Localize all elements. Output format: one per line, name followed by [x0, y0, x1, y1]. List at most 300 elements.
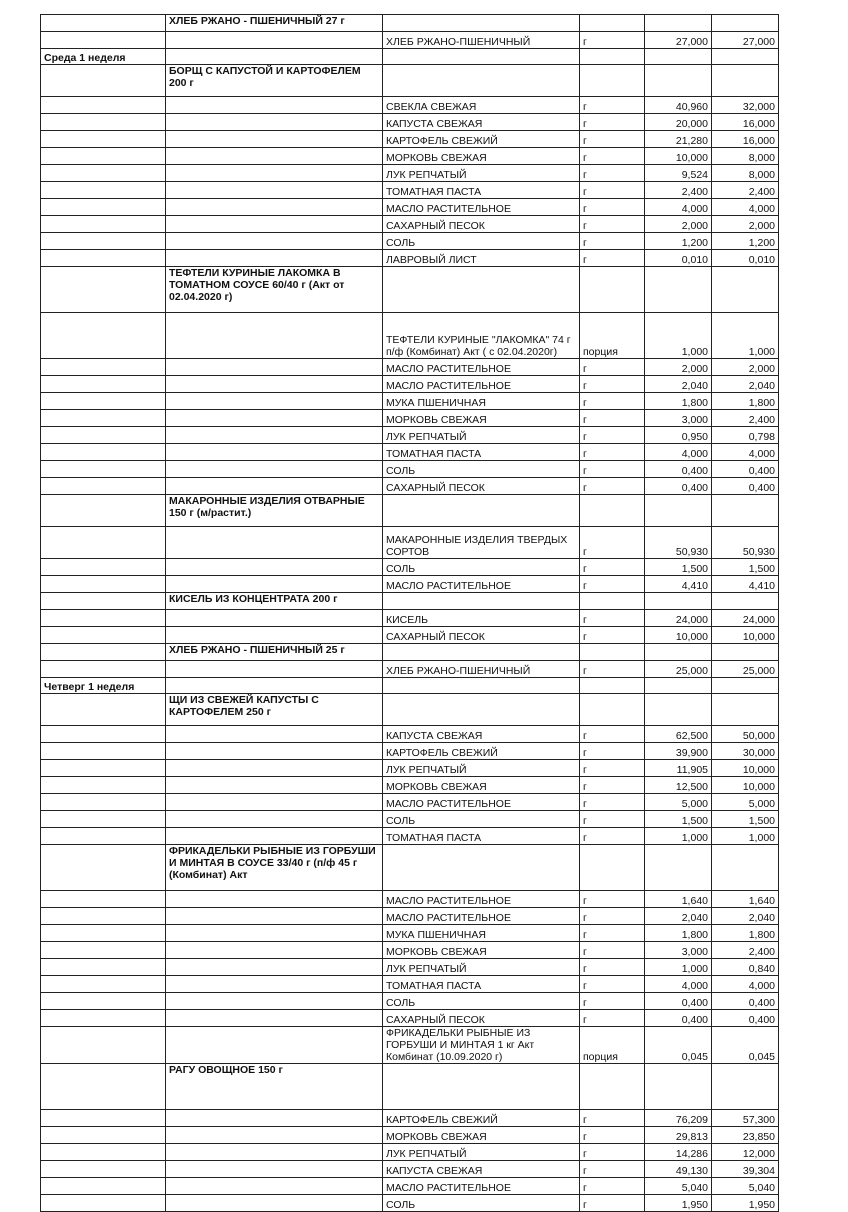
unit-cell: г: [580, 97, 645, 114]
dish-cell: [166, 313, 383, 359]
dish-row: [41, 65, 779, 97]
unit-cell: г: [580, 1010, 645, 1027]
netto-cell: 10,000: [712, 627, 779, 644]
ingredient-row: [41, 891, 779, 908]
ingredient-cell: СОЛЬ: [383, 461, 580, 478]
day-cell: [41, 726, 166, 743]
brutto-cell: 0,045: [645, 1027, 712, 1064]
dish-cell: [166, 942, 383, 959]
brutto-cell: [645, 1064, 712, 1110]
day-cell: [41, 661, 166, 678]
dish-cell: [166, 49, 383, 65]
brutto-cell: 1,640: [645, 891, 712, 908]
ingredient-cell: ТЕФТЕЛИ КУРИНЫЕ "ЛАКОМКА" 74 г п/ф (Комбинат) Акт ( с 02.04.2020г): [383, 313, 580, 359]
dish-row: [41, 593, 779, 610]
day-cell: [41, 743, 166, 760]
unit-cell: г: [580, 1127, 645, 1144]
day-cell: [41, 527, 166, 559]
ingredient-cell: СВЕКЛА СВЕЖАЯ: [383, 97, 580, 114]
day-cell: [41, 313, 166, 359]
dish-row: [41, 644, 779, 661]
ingredient-row: [41, 627, 779, 644]
dish-cell: [166, 576, 383, 593]
ingredient-row: [41, 743, 779, 760]
day-cell: [41, 777, 166, 794]
brutto-cell: 49,130: [645, 1161, 712, 1178]
dish-cell: [166, 376, 383, 393]
day-cell: [41, 359, 166, 376]
netto-cell: [712, 593, 779, 610]
ingredient-cell: КАПУСТА СВЕЖАЯ: [383, 1161, 580, 1178]
unit-cell: г: [580, 1144, 645, 1161]
ingredient-cell: [383, 694, 580, 726]
ingredient-row: [41, 131, 779, 148]
brutto-cell: [645, 845, 712, 891]
dish-cell: [166, 250, 383, 267]
brutto-cell: [645, 65, 712, 97]
brutto-cell: 27,000: [645, 32, 712, 49]
ingredient-cell: ФРИКАДЕЛЬКИ РЫБНЫЕ ИЗ ГОРБУШИ И МИНТАЯ 1 кг Акт Комбинат (10.09.2020 г): [383, 1027, 580, 1064]
ingredient-cell: МУКА ПШЕНИЧНАЯ: [383, 393, 580, 410]
brutto-cell: 2,040: [645, 908, 712, 925]
day-cell: [41, 410, 166, 427]
brutto-cell: 4,000: [645, 444, 712, 461]
day-cell: [41, 376, 166, 393]
dish-row: [41, 694, 779, 726]
day-cell: [41, 993, 166, 1010]
unit-cell: [580, 845, 645, 891]
unit-cell: г: [580, 811, 645, 828]
unit-cell: порция: [580, 1027, 645, 1064]
ingredient-row: [41, 359, 779, 376]
dish-row: [41, 845, 779, 891]
dish-cell: КИСЕЛЬ ИЗ КОНЦЕНТРАТА 200 г: [166, 593, 383, 610]
ingredient-cell: МАСЛО РАСТИТЕЛЬНОЕ: [383, 891, 580, 908]
brutto-cell: 4,000: [645, 976, 712, 993]
dish-cell: [166, 559, 383, 576]
ingredient-row: [41, 1195, 779, 1212]
brutto-cell: 1,800: [645, 925, 712, 942]
netto-cell: 1,950: [712, 1195, 779, 1212]
ingredient-cell: МАСЛО РАСТИТЕЛЬНОЕ: [383, 199, 580, 216]
ingredient-row: [41, 114, 779, 131]
dish-cell: [166, 610, 383, 627]
ingredient-cell: МОРКОВЬ СВЕЖАЯ: [383, 942, 580, 959]
dish-cell: [166, 165, 383, 182]
unit-cell: г: [580, 216, 645, 233]
day-cell: [41, 959, 166, 976]
day-cell: [41, 495, 166, 527]
unit-cell: г: [580, 610, 645, 627]
netto-cell: 0,400: [712, 1010, 779, 1027]
brutto-cell: 1,200: [645, 233, 712, 250]
ingredient-cell: МОРКОВЬ СВЕЖАЯ: [383, 148, 580, 165]
netto-cell: 0,400: [712, 478, 779, 495]
day-cell: [41, 250, 166, 267]
unit-cell: г: [580, 410, 645, 427]
dish-cell: [166, 993, 383, 1010]
dish-cell: ЩИ ИЗ СВЕЖЕЙ КАПУСТЫ С КАРТОФЕЛЕМ 250 г: [166, 694, 383, 726]
netto-cell: 2,400: [712, 182, 779, 199]
dish-cell: [166, 678, 383, 694]
dish-cell: [166, 1144, 383, 1161]
netto-cell: 30,000: [712, 743, 779, 760]
brutto-cell: 11,905: [645, 760, 712, 777]
ingredient-cell: ТОМАТНАЯ ПАСТА: [383, 444, 580, 461]
ingredient-cell: КАПУСТА СВЕЖАЯ: [383, 726, 580, 743]
unit-cell: г: [580, 444, 645, 461]
ingredient-row: [41, 559, 779, 576]
brutto-cell: 0,400: [645, 1010, 712, 1027]
unit-cell: г: [580, 427, 645, 444]
netto-cell: [712, 845, 779, 891]
netto-cell: 5,000: [712, 794, 779, 811]
dish-cell: [166, 661, 383, 678]
dish-cell: [166, 811, 383, 828]
unit-cell: [580, 49, 645, 65]
unit-cell: г: [580, 233, 645, 250]
dish-cell: [166, 743, 383, 760]
netto-cell: 0,798: [712, 427, 779, 444]
ingredient-row: [41, 376, 779, 393]
brutto-cell: 10,000: [645, 148, 712, 165]
unit-cell: [580, 593, 645, 610]
unit-cell: г: [580, 726, 645, 743]
brutto-cell: 1,000: [645, 313, 712, 359]
brutto-cell: 20,000: [645, 114, 712, 131]
day-cell: Среда 1 неделя: [41, 49, 166, 65]
day-cell: [41, 97, 166, 114]
day-cell: [41, 644, 166, 661]
ingredient-row: [41, 1178, 779, 1195]
day-cell: [41, 1010, 166, 1027]
netto-cell: 1,640: [712, 891, 779, 908]
day-cell: [41, 32, 166, 49]
dish-cell: [166, 444, 383, 461]
brutto-cell: 14,286: [645, 1144, 712, 1161]
unit-cell: г: [580, 559, 645, 576]
brutto-cell: 76,209: [645, 1110, 712, 1127]
ingredient-cell: [383, 678, 580, 694]
day-cell: [41, 267, 166, 313]
dish-row: [41, 495, 779, 527]
ingredient-cell: ЛУК РЕПЧАТЫЙ: [383, 959, 580, 976]
dish-cell: [166, 1195, 383, 1212]
day-cell: [41, 593, 166, 610]
brutto-cell: 12,500: [645, 777, 712, 794]
brutto-cell: 21,280: [645, 131, 712, 148]
day-cell: [41, 559, 166, 576]
dish-cell: [166, 97, 383, 114]
unit-cell: г: [580, 891, 645, 908]
netto-cell: 1,500: [712, 559, 779, 576]
brutto-cell: 1,500: [645, 811, 712, 828]
netto-cell: [712, 1064, 779, 1110]
netto-cell: 16,000: [712, 114, 779, 131]
unit-cell: г: [580, 250, 645, 267]
ingredient-row: [41, 165, 779, 182]
ingredient-row: [41, 828, 779, 845]
dish-cell: ХЛЕБ РЖАНО - ПШЕНИЧНЫЙ 27 г: [166, 15, 383, 32]
day-cell: [41, 694, 166, 726]
dish-cell: [166, 359, 383, 376]
day-cell: [41, 114, 166, 131]
ingredient-cell: МОРКОВЬ СВЕЖАЯ: [383, 410, 580, 427]
netto-cell: [712, 49, 779, 65]
brutto-cell: 0,400: [645, 478, 712, 495]
netto-cell: 10,000: [712, 777, 779, 794]
dish-cell: [166, 1127, 383, 1144]
day-cell: [41, 1161, 166, 1178]
brutto-cell: 1,000: [645, 959, 712, 976]
netto-cell: 0,400: [712, 993, 779, 1010]
day-cell: [41, 908, 166, 925]
netto-cell: 10,000: [712, 760, 779, 777]
ingredient-cell: ЛУК РЕПЧАТЫЙ: [383, 165, 580, 182]
day-cell: [41, 811, 166, 828]
brutto-cell: [645, 15, 712, 32]
dish-row: [41, 15, 779, 32]
day-cell: [41, 828, 166, 845]
netto-cell: 1,200: [712, 233, 779, 250]
netto-cell: 8,000: [712, 165, 779, 182]
netto-cell: 50,930: [712, 527, 779, 559]
day-cell: [41, 461, 166, 478]
dish-row: [41, 1064, 779, 1110]
ingredient-row: [41, 1010, 779, 1027]
dish-cell: [166, 627, 383, 644]
ingredient-row: [41, 461, 779, 478]
dish-cell: [166, 114, 383, 131]
ingredient-row: [41, 661, 779, 678]
day-cell: [41, 199, 166, 216]
netto-cell: 2,040: [712, 376, 779, 393]
dish-cell: [166, 461, 383, 478]
brutto-cell: [645, 644, 712, 661]
dish-cell: ФРИКАДЕЛЬКИ РЫБНЫЕ ИЗ ГОРБУШИ И МИНТАЯ В СОУСЕ 33/40 г (п/ф 45 г (Комбинат) Акт: [166, 845, 383, 891]
netto-cell: 1,500: [712, 811, 779, 828]
brutto-cell: 1,000: [645, 828, 712, 845]
netto-cell: 25,000: [712, 661, 779, 678]
ingredient-cell: МАКАРОННЫЕ ИЗДЕЛИЯ ТВЕРДЫХ СОРТОВ: [383, 527, 580, 559]
netto-cell: 2,040: [712, 908, 779, 925]
brutto-cell: 29,813: [645, 1127, 712, 1144]
brutto-cell: 2,040: [645, 376, 712, 393]
brutto-cell: 3,000: [645, 410, 712, 427]
day-cell: [41, 610, 166, 627]
unit-cell: г: [580, 165, 645, 182]
ingredient-row: [41, 1144, 779, 1161]
ingredient-cell: МАСЛО РАСТИТЕЛЬНОЕ: [383, 576, 580, 593]
dish-cell: [166, 1010, 383, 1027]
netto-cell: 1,000: [712, 828, 779, 845]
dish-cell: [166, 777, 383, 794]
dish-cell: [166, 828, 383, 845]
brutto-cell: 62,500: [645, 726, 712, 743]
ingredient-cell: СОЛЬ: [383, 811, 580, 828]
brutto-cell: 9,524: [645, 165, 712, 182]
ingredient-row: [41, 1127, 779, 1144]
day-cell: [41, 794, 166, 811]
ingredient-cell: [383, 845, 580, 891]
menu-sheet: [40, 14, 775, 1212]
day-cell: [41, 148, 166, 165]
ingredient-cell: [383, 1064, 580, 1110]
ingredient-row: [41, 233, 779, 250]
unit-cell: г: [580, 359, 645, 376]
ingredient-cell: [383, 495, 580, 527]
day-cell: [41, 65, 166, 97]
unit-cell: г: [580, 148, 645, 165]
unit-cell: г: [580, 131, 645, 148]
brutto-cell: 0,400: [645, 461, 712, 478]
unit-cell: г: [580, 114, 645, 131]
unit-cell: [580, 694, 645, 726]
dish-cell: [166, 199, 383, 216]
brutto-cell: 4,410: [645, 576, 712, 593]
unit-cell: г: [580, 959, 645, 976]
day-cell: [41, 131, 166, 148]
brutto-cell: 2,400: [645, 182, 712, 199]
brutto-cell: 2,000: [645, 216, 712, 233]
ingredient-cell: СОЛЬ: [383, 993, 580, 1010]
ingredient-cell: МАСЛО РАСТИТЕЛЬНОЕ: [383, 359, 580, 376]
brutto-cell: [645, 593, 712, 610]
ingredient-row: [41, 925, 779, 942]
brutto-cell: [645, 49, 712, 65]
netto-cell: 1,000: [712, 313, 779, 359]
netto-cell: [712, 678, 779, 694]
ingredient-cell: КАРТОФЕЛЬ СВЕЖИЙ: [383, 1110, 580, 1127]
ingredient-cell: КАРТОФЕЛЬ СВЕЖИЙ: [383, 743, 580, 760]
brutto-cell: 2,000: [645, 359, 712, 376]
day-cell: [41, 1178, 166, 1195]
unit-cell: г: [580, 760, 645, 777]
day-cell: [41, 1127, 166, 1144]
brutto-cell: 0,010: [645, 250, 712, 267]
netto-cell: 1,800: [712, 925, 779, 942]
day-cell: [41, 15, 166, 32]
dish-cell: [166, 182, 383, 199]
ingredient-cell: КАРТОФЕЛЬ СВЕЖИЙ: [383, 131, 580, 148]
ingredient-row: [41, 393, 779, 410]
unit-cell: г: [580, 1195, 645, 1212]
unit-cell: г: [580, 1110, 645, 1127]
brutto-cell: 5,040: [645, 1178, 712, 1195]
dish-cell: [166, 760, 383, 777]
unit-cell: г: [580, 199, 645, 216]
unit-cell: г: [580, 993, 645, 1010]
netto-cell: 4,000: [712, 444, 779, 461]
ingredient-cell: САХАРНЫЙ ПЕСОК: [383, 478, 580, 495]
ingredient-cell: ЛУК РЕПЧАТЫЙ: [383, 1144, 580, 1161]
ingredient-row: [41, 1027, 779, 1064]
netto-cell: 5,040: [712, 1178, 779, 1195]
netto-cell: 0,840: [712, 959, 779, 976]
day-cell: [41, 233, 166, 250]
netto-cell: 2,400: [712, 410, 779, 427]
ingredient-row: [41, 993, 779, 1010]
brutto-cell: [645, 694, 712, 726]
brutto-cell: [645, 678, 712, 694]
ingredient-row: [41, 148, 779, 165]
day-cell: [41, 891, 166, 908]
dish-cell: [166, 959, 383, 976]
day-cell: [41, 1110, 166, 1127]
menu-table-body: [41, 15, 779, 1212]
netto-cell: 0,400: [712, 461, 779, 478]
ingredient-row: [41, 313, 779, 359]
dish-cell: [166, 478, 383, 495]
unit-cell: г: [580, 461, 645, 478]
ingredient-row: [41, 610, 779, 627]
brutto-cell: 25,000: [645, 661, 712, 678]
netto-cell: 2,400: [712, 942, 779, 959]
dish-cell: ХЛЕБ РЖАНО - ПШЕНИЧНЫЙ 25 г: [166, 644, 383, 661]
ingredient-row: [41, 427, 779, 444]
dish-cell: [166, 131, 383, 148]
brutto-cell: 24,000: [645, 610, 712, 627]
unit-cell: г: [580, 794, 645, 811]
unit-cell: [580, 495, 645, 527]
dish-cell: [166, 216, 383, 233]
dish-cell: [166, 976, 383, 993]
unit-cell: г: [580, 478, 645, 495]
ingredient-row: [41, 976, 779, 993]
dish-cell: [166, 1178, 383, 1195]
ingredient-row: [41, 410, 779, 427]
unit-cell: г: [580, 182, 645, 199]
ingredient-cell: САХАРНЫЙ ПЕСОК: [383, 216, 580, 233]
brutto-cell: 40,960: [645, 97, 712, 114]
unit-cell: г: [580, 393, 645, 410]
menu-table: [40, 14, 779, 1212]
day-cell: [41, 427, 166, 444]
ingredient-row: [41, 908, 779, 925]
netto-cell: 4,000: [712, 199, 779, 216]
netto-cell: 4,000: [712, 976, 779, 993]
day-cell: [41, 182, 166, 199]
dish-row: [41, 267, 779, 313]
brutto-cell: 4,000: [645, 199, 712, 216]
unit-cell: [580, 678, 645, 694]
ingredient-cell: [383, 49, 580, 65]
unit-cell: [580, 644, 645, 661]
day-cell: [41, 1144, 166, 1161]
netto-cell: 0,045: [712, 1027, 779, 1064]
brutto-cell: [645, 267, 712, 313]
netto-cell: 32,000: [712, 97, 779, 114]
ingredient-row: [41, 576, 779, 593]
unit-cell: г: [580, 828, 645, 845]
netto-cell: [712, 694, 779, 726]
netto-cell: 16,000: [712, 131, 779, 148]
dish-cell: [166, 794, 383, 811]
dish-cell: ТЕФТЕЛИ КУРИНЫЕ ЛАКОМКА В ТОМАТНОМ СОУСЕ 60/40 г (Акт от 02.04.2020 г): [166, 267, 383, 313]
day-cell: [41, 1195, 166, 1212]
brutto-cell: 5,000: [645, 794, 712, 811]
ingredient-cell: МАСЛО РАСТИТЕЛЬНОЕ: [383, 908, 580, 925]
ingredient-row: [41, 32, 779, 49]
netto-cell: 23,850: [712, 1127, 779, 1144]
netto-cell: 57,300: [712, 1110, 779, 1127]
dish-cell: [166, 1110, 383, 1127]
dish-cell: [166, 1027, 383, 1064]
netto-cell: 27,000: [712, 32, 779, 49]
ingredient-row: [41, 527, 779, 559]
netto-cell: 8,000: [712, 148, 779, 165]
netto-cell: 12,000: [712, 1144, 779, 1161]
